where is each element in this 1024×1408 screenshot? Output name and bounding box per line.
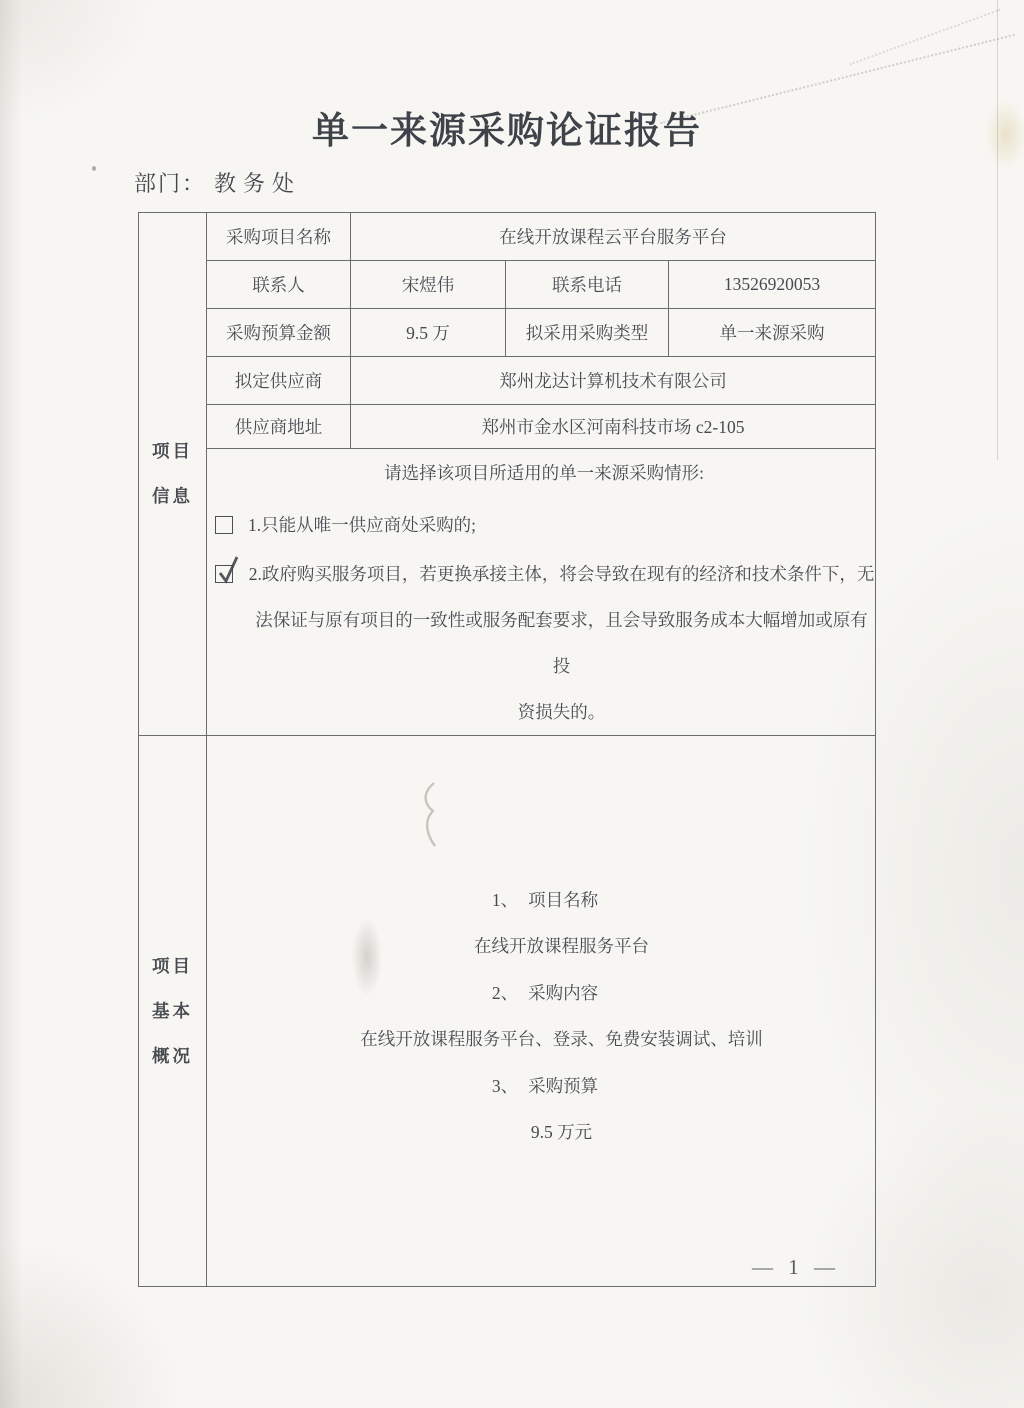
overview-item-content: 在线开放课程服务平台 — [474, 936, 650, 956]
project-overview-cell — [207, 736, 876, 1287]
value-supplier-address: 郑州市金水区河南科技市场 c2-105 — [351, 405, 876, 449]
overview-item-content: 9.5 万元 — [530, 1122, 593, 1142]
paper-speck — [92, 166, 96, 171]
option-2-text-line: 法保证与原有项目的一致性或服务配套要求，且会导致服务成本大幅增加或原有投 — [255, 610, 868, 676]
value-budget: 9.5 万 — [351, 309, 506, 357]
overview-item-heading: 2、 采购内容 — [491, 982, 599, 1003]
table-row — [139, 357, 876, 405]
check-mark-icon — [217, 555, 241, 585]
label-supplier: 拟定供应商 — [207, 357, 351, 405]
label-purchase-type: 拟采用采购类型 — [506, 309, 669, 357]
document-title: 单一来源采购论证报告 — [312, 110, 702, 151]
paper-crease-mark — [849, 9, 1000, 66]
overview-item-content: 在线开放课程服务平台、登录、免费安装调试、培训 — [360, 1029, 763, 1049]
option-2-text-line: 资损失的。 — [517, 702, 606, 722]
checkbox-checked — [215, 565, 233, 583]
label-budget: 采购预算金额 — [207, 309, 351, 357]
value-purchase-type: 单一来源采购 — [669, 309, 876, 357]
overview-item-heading: 1、 项目名称 — [491, 889, 599, 910]
situation-prompt: 请选择该项目所适用的单一来源采购情形: — [384, 463, 704, 483]
option-1 — [215, 502, 875, 548]
table-row — [139, 309, 876, 357]
section-header-project-info: 项目 信息 — [139, 213, 207, 736]
table-row — [139, 736, 876, 1287]
value-contact: 宋煜伟 — [351, 261, 506, 309]
department-value: 教务处 — [214, 171, 302, 196]
table-row — [139, 405, 876, 449]
label-project-name: 采购项目名称 — [207, 213, 351, 261]
table-row — [139, 449, 876, 736]
label-contact: 联系人 — [207, 261, 351, 309]
table-row — [139, 213, 876, 261]
label-supplier-address: 供应商地址 — [207, 405, 351, 449]
table-row — [139, 261, 876, 309]
department-line — [134, 167, 301, 198]
section-header-project-overview: 项目 基本 概况 — [139, 736, 207, 1287]
page-number: — 1 — — [752, 1255, 840, 1279]
option-2-text-line: 2.政府购买服务项目，若更换承接主体，将会导致在现有的经济和技术条件下，无 — [248, 564, 875, 584]
value-phone: 13526920053 — [669, 261, 876, 309]
checkbox-unchecked — [215, 516, 233, 534]
value-project-name: 在线开放课程云平台服务平台 — [351, 213, 876, 261]
label-phone: 联系电话 — [506, 261, 669, 309]
scan-edge-line — [997, 0, 998, 460]
option-1-text: 1.只能从唯一供应商处采购的; — [248, 515, 476, 535]
overview-item-heading: 3、 采购预算 — [491, 1075, 599, 1096]
option-2 — [215, 551, 875, 735]
value-supplier: 郑州龙达计算机技术有限公司 — [351, 357, 876, 405]
procurement-report-table — [138, 212, 876, 1287]
department-label: 部门： — [134, 171, 207, 196]
single-source-situation-cell — [207, 449, 876, 736]
